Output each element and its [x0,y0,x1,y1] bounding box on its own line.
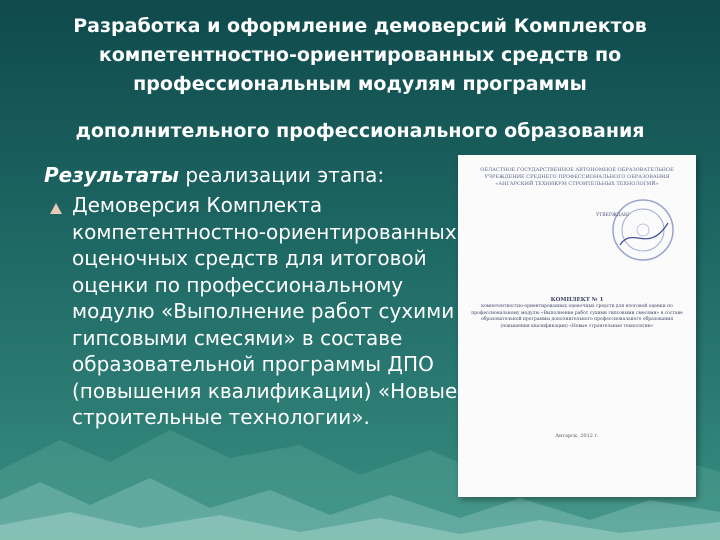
results-label: Результаты [44,163,179,187]
document-description: компетентностно-ориентированных оценочных средств для итоговой оценки по профессиональному модулю «Выполнение работ сухими гипсовыми смесями» в составе образовательной программы дополнительного профессионального образования (повышения квалификации) «Новые строительные технологии» [471,303,683,330]
document-image [458,155,696,497]
document-body [468,297,686,331]
stamp-icon [608,195,678,265]
document-approve: УТВЕРЖДАЮ [596,213,630,218]
document-footer: Ангарск, 2012 г. [555,433,599,439]
document-header: ОБЛАСТНОЕ ГОСУДАРСТВЕННОЕ АВТОНОМНОЕ ОБРАЗОВАТЕЛЬНОЕ УЧРЕЖДЕНИЕ СРЕДНЕГО ПРОФЕССИОНАЛЬНОГО ОБРАЗОВАНИЯ «АНГАРСКИЙ ТЕХНИКУМ СТРОИТЕЛЬНЫХ ТЕХНОЛОГИЙ» [480,167,674,187]
document-title: КОМПЛЕКТ № 1 [550,297,604,303]
slide-title: Разработка и оформление демоверсий Комплектов компетентностно-ориентированных средств по профессиональным модулям программы [73,15,647,95]
triangle-bullet-icon [50,203,62,214]
results-rest: реализации этапа: [185,163,385,187]
bullet-text: Демоверсия Комплекта компетентностно-ориентированных оценочных средств для итоговой оценки по профессиональному модулю «Выполнение работ сухими гипсовыми смесями» в составе образовательной программы ДПО (повышения квалификации) «Новые строительные технологии». [72,193,458,429]
slide-subtitle: дополнительного профессионального образования [75,120,645,142]
results-line [44,162,384,188]
